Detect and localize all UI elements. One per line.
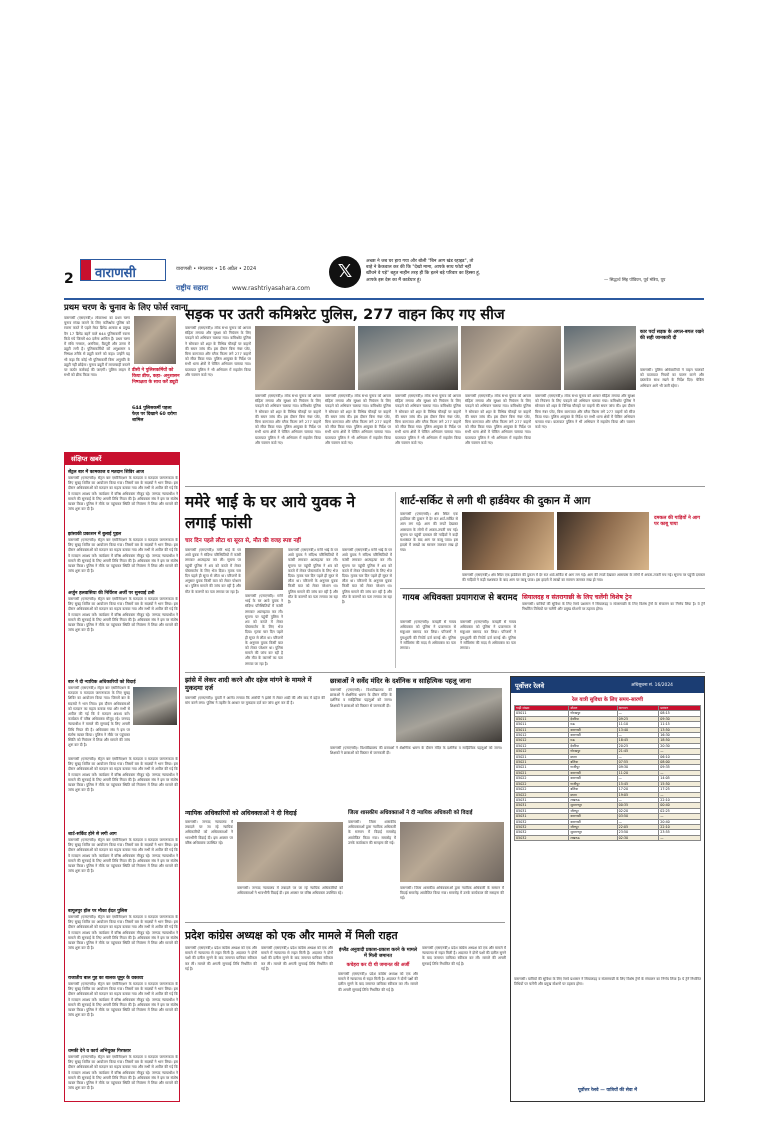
brief-box — [64, 452, 180, 1102]
table-cell: 02:25 — [659, 808, 701, 813]
table-cell: जौनपुर — [569, 808, 617, 813]
cheating-body: वाराणसी (एसएनबी)। युवती ने आरोप लगाया कि आरोपी ने झांसे में लेकर शादी की और बाद में दहेज की मांग करने लगा। पुलिस ने तहरीर के आधार पर मुकदमा दर्ज कर जांच शुरू कर दी है। — [185, 696, 325, 706]
students-headline: छात्राओं ने सर्वेद मंदिर के दर्शनिक व साहित्यिक पहलू जाना — [330, 677, 471, 685]
edition-banner — [80, 259, 166, 281]
table-cell: 05012 — [515, 743, 569, 748]
table-cell: — — [617, 711, 659, 716]
section-rule — [185, 672, 705, 673]
table-cell: वाराणसी — [569, 733, 617, 738]
column-divider — [395, 492, 396, 668]
railway-body: वाराणसी। यात्रियों की सुविधा के लिए रेलवे प्रशासन ने सियालदह व संतरागाछी के लिए विशेष ट्रेनों के संचालन का निर्णय लिया है। ये ट्रेनें निर्धारित तिथियों पर चलेंगी और प्रमुख स्टेशनों पर ठहराव होगा। — [522, 602, 705, 612]
quote-attribution: — सिद्धार्थ सिंह पॉडियन, पूर्व मंत्रिय, यूप — [604, 277, 666, 282]
fire-photo-2 — [557, 512, 649, 570]
table-cell: 05022 — [515, 781, 569, 786]
section-rule — [400, 588, 705, 589]
brief-item-body: वाराणसी (एसएनबी)। सेंट्रल बार एसोसिएशन के मतदाता व मतदाता जागरूकता के लिए सुबह शिविर का आयोजन किया गया। जिसमें बार के सदस्यों ने भाग लिया। इस दौरान अधिवक्ताओं को मतदान का महत्व बताया गया और सभी से अपील की गई कि वे मतदान अवश्य करें। कार्यक्रम में वरिष्ठ अधिवक्ता मौजूद रहे। जनपद न्यायाधीश ने मामले की सुनवाई के लिए अगली तिथि नियत की है। अधिवक्ता संघ ने इस पर संतोष व्यक्त किया। पुलिस ने मौके पर पहुंचकर स्थिति को नियंत्रण में लिया और मामले की जांच शुरू कर दी है। — [68, 1055, 178, 1091]
advocate-body: वाराणसी (एसएनबी)। कचहरी से गायब अधिवक्ता को पुलिस ने प्रयागराज से सकुशल बरामद कर लिया। परिजनों ने गुमशुदगी की रिपोर्ट दर्ज कराई थी। पुलिस ने सर्विलांस की मदद से अधिवक्ता का पता लगाया। — [460, 620, 516, 651]
dateline: वाराणसी • मंगलवार • 16 अप्रैल • 2024 — [176, 266, 257, 272]
table-cell: 17:25 — [659, 787, 701, 792]
congress-body: वाराणसी (एसएनबी)। प्रदेश कांग्रेस अध्यक्ष को एक और मामले में न्यायालय से राहत मिली है। अदालत ने दोनों पक्षों की दलील सुनने के बाद जमानत याचिका स्वीकार कर ली। मामले की अगली सुनवाई तिथि निर्धारित की गई है। — [261, 946, 333, 971]
ad-header — [511, 677, 704, 693]
table-cell: 05012 — [515, 749, 569, 754]
table-cell: 05031 — [515, 814, 569, 819]
table-cell: बलिया — [569, 787, 617, 792]
table-cell: 00:35 — [617, 803, 659, 808]
advocate-headline: गायब अधिवक्ता प्रयागराज से बरामद — [402, 593, 518, 603]
ad-footer: पूर्वोत्तर रेलवे — यात्रियों की सेवा में — [578, 1088, 637, 1093]
victim-photo — [245, 548, 283, 590]
table-cell: 13:40 — [617, 727, 659, 732]
brief-item-title: सेंट्रल बार में कामकाज व मतदान शिविर आज — [68, 470, 144, 475]
table-cell: गाजीपुर — [569, 781, 617, 786]
table-cell: 05011 — [515, 711, 569, 716]
table-cell: बलिया — [569, 760, 617, 765]
ad-title: रेल यात्री सुविधा के लिए समय-सारणी — [571, 697, 644, 703]
lead-photo-2 — [358, 326, 458, 390]
congress-headline: प्रदेश कांग्रेस अध्यक्ष को एक और मामले में मिली राहत — [185, 929, 398, 942]
column-header: प्रस्थान — [659, 706, 701, 711]
suicide-headline: ममेरे भाई के घर आये युवक ने लगाई फांसी — [185, 493, 356, 532]
table-cell: — — [659, 814, 701, 819]
column-header: गाड़ी संख्या — [515, 706, 569, 711]
students-photo — [396, 688, 502, 742]
lead-photo-4 — [564, 326, 636, 390]
judicial-farewell-body: वाराणसी। जनपद न्यायालय में तबादले पर जा रहे न्यायिक अधिकारियों को अधिवक्ताओं ने भावभीनी विदाई दी। इस अवसर पर वरिष्ठ अधिवक्ता उपस्थित रहे। — [185, 820, 233, 845]
brief-item-body: वाराणसी (एसएनबी)। सेंट्रल बार एसोसिएशन के मतदाता व मतदाता जागरूकता के लिए सुबह शिविर का आयोजन किया गया। जिसमें बार के सदस्यों ने भाग लिया। इस दौरान अधिवक्ताओं को मतदान का महत्व बताया गया और सभी से अपील की गई कि वे मतदान अवश्य करें। कार्यक्रम में वरिष्ठ अधिवक्ता मौजूद रहे। जनपद न्यायाधीश ने मामले की सुनवाई के लिए अगली तिथि नियत की है। अधिवक्ता संघ ने इस पर संतोष व्यक्त किया। पुलिस ने मौके पर पहुंचकर स्थिति को नियंत्रण में लिया और मामले की जांच शुरू कर दी है। — [68, 538, 178, 574]
table-cell: 05031 — [515, 808, 569, 813]
district-farewell-body: वाराणसी। जिला शासकीय अधिवक्ताओं द्वारा न्यायिक अधिकारी के सम्मान में विदाई समारोह आयोजित किया गया। समारोह में उनके कार्यकाल की सराहना की गई। — [400, 886, 504, 901]
table-cell: सुल्तानपुर — [569, 803, 617, 808]
table-cell: गाजीपुर — [569, 765, 617, 770]
brief-item-title: बागूलपुर हॉल पर मौका ईदत पुलिस — [68, 909, 128, 914]
fire-body: वाराणसी (एसएनबी)। क्षेत्र स्थित एक हार्डवेयर की दुकान में देर रात शार्ट-सर्किट से आग लग गई। आग की लपटें देखकर आसपास के लोगों में अफरा-तफरी मच गई। सूचना पर पहुंची दमकल की गाड़ियों ने कड़ी मशक्कत के बाद आग पर काबू पाया। इस हादसे में लाखों का सामान जलकर राख हो गया। — [462, 573, 705, 583]
suicide-body: वाराणसी (एसएनबी)। ममेरे भाई के घर आये युवक ने संदिग्ध परिस्थितियों में फांसी लगाकर आत्महत्या कर ली। सूचना पर पहुंची पुलिस ने शव को कब्जे में लेकर पोस्टमार्टम के लिए भेज दिया। मृतक चार दिन पहले ही सूरत से लौटा था। परिजनों के अनुसार युवक किसी बात को लेकर परेशान था। पुलिस मामले की जांच कर रही है और मौत के कारणों का पता लगाया जा रहा है। — [185, 548, 241, 594]
students-body: वाराणसी (एसएनबी)। विश्वविद्यालय की छात्राओं ने शैक्षणिक भ्रमण के दौरान मंदिर के दर्शनिक व साहित्यिक पहलुओं को जाना। शिक्षकों ने छात्राओं को विस्तार से जानकारी दी। — [330, 746, 502, 756]
table-cell: 14:05 — [659, 776, 701, 781]
table-cell: — — [659, 835, 701, 840]
ad-org: पूर्वोत्तर रेलवे — [515, 682, 545, 690]
table-cell: लखनऊ — [569, 797, 617, 802]
table-cell: छपरा — [569, 754, 617, 759]
website: www.rashtriyasahara.com — [232, 285, 311, 292]
table-cell: 13:50 — [659, 727, 701, 732]
table-cell: — — [659, 792, 701, 797]
congress-body: वाराणसी (एसएनबी)। प्रदेश कांग्रेस अध्यक्ष को एक और मामले में न्यायालय से राहत मिली है। अदालत ने दोनों पक्षों की दलील सुनने के बाद जमानत याचिका स्वीकार कर ली। मामले की अगली सुनवाई तिथि निर्धारित की गई है। — [185, 946, 257, 971]
quote-line: बाहे ने कैकवाल कर की कि "देखो मामा, आपके साथ फोटो नहीं — [366, 265, 471, 271]
table-cell: छपरा — [569, 792, 617, 797]
table-cell: वाराणसी — [569, 814, 617, 819]
table-cell: — — [659, 749, 701, 754]
quote-line: अच्छा ने जब घर हाय गया और बोली "बिन आग खंड रहाइड", तो — [366, 259, 474, 264]
table-cell: 05022 — [515, 776, 569, 781]
table-cell: — — [617, 797, 659, 802]
table-cell: 05012 — [515, 733, 569, 738]
table-cell: 23:55 — [659, 830, 701, 835]
brief-item-title: धमकी देने व कार्य अभियुक्त गिरफ्तार — [68, 1049, 131, 1054]
table-cell: 09:30 — [659, 716, 701, 721]
table-cell: 05032 — [515, 830, 569, 835]
table-cell: 22:10 — [659, 797, 701, 802]
lead-photo-1 — [255, 326, 355, 390]
table-cell: — — [617, 819, 659, 824]
table-cell: 19:05 — [617, 792, 659, 797]
brief-item-body: वाराणसी (एसएनबी)। सेंट्रल बार एसोसिएशन के मतदाता व मतदाता जागरूकता के लिए सुबह शिविर का आयोजन किया गया। जिसमें बार के सदस्यों ने भाग लिया। इस दौरान अधिवक्ताओं को मतदान का महत्व बताया गया और सभी से अपील की गई कि वे मतदान अवश्य करें। कार्यक्रम में वरिष्ठ अधिवक्ता मौजूद रहे। जनपद न्यायाधीश ने मामले की सुनवाई के लिए अगली तिथि नियत की है। अधिवक्ता संघ ने इस पर संतोष व्यक्त किया। पुलिस ने मौके पर पहुंचकर स्थिति को नियंत्रण में लिया और मामले की जांच शुरू कर दी है। — [68, 982, 178, 1018]
brief-item-title: राजातीय बाल गुह का बालक घूमुर के वक्तव्य — [68, 976, 144, 981]
fire-headline: शार्ट-सर्किट से लगी थी हार्डवेयर की दुकान में आग — [400, 495, 591, 507]
brief-item-body: वाराणसी (एसएनबी)। सेंट्रल बार एसोसिएशन के मतदाता व मतदाता जागरूकता के लिए सुबह शिविर का आयोजन किया गया। जिसमें बार के सदस्यों ने भाग लिया। इस दौरान अधिवक्ताओं को मतदान का महत्व बताया गया और सभी से अपील की गई कि वे मतदान अवश्य करें। कार्यक्रम में वरिष्ठ अधिवक्ता मौजूद रहे। जनपद न्यायाधीश ने मामले की सुनवाई के लिए अगली तिथि नियत की है। अधिवक्ता संघ ने इस पर संतोष व्यक्त किया। पुलिस ने मौके पर पहुंचकर स्थिति को नियंत्रण में लिया और मामले की जांच शुरू कर दी है। — [68, 476, 178, 512]
table-cell: 16:30 — [659, 733, 701, 738]
district-farewell-body: वाराणसी। जिला शासकीय अधिवक्ताओं द्वारा न्यायिक अधिकारी के सम्मान में विदाई समारोह आयोजित किया गया। समारोह में उनके कार्यकाल की सराहना की गई। — [348, 820, 396, 845]
table-cell: 06:10 — [659, 754, 701, 759]
story-phase-one — [64, 302, 188, 447]
x-logo-icon: 𝕏 — [329, 256, 361, 288]
table-cell: वाराणसी — [569, 770, 617, 775]
edition-name: वाराणसी — [95, 266, 136, 281]
judicial-farewell-photo — [237, 822, 343, 882]
ad-ref: अधिसूचना सं. 16/2024 — [631, 683, 673, 688]
table-cell: 11:15 — [659, 722, 701, 727]
table-cell: 22:05 — [617, 824, 659, 829]
brief-item-title: अर्जुन हलवासिया की निर्विरज अर्जी पर सुनवाई टली — [68, 591, 155, 596]
masthead — [64, 257, 704, 297]
table-cell: 05032 — [515, 824, 569, 829]
table-cell: 03:50 — [617, 814, 659, 819]
table-cell: 08:15 — [659, 711, 701, 716]
brief-item-body: वाराणसी (एसएनबी)। सेंट्रल बार एसोसिएशन के मतदाता व मतदाता जागरूकता के लिए सुबह शिविर का आयोजन किया गया। जिसमें बार के सदस्यों ने भाग लिया। इस दौरान अधिवक्ताओं को मतदान का महत्व बताया गया और सभी से अपील की गई कि वे मतदान अवश्य करें। कार्यक्रम में वरिष्ठ अधिवक्ता मौजूद रहे। जनपद न्यायाधीश ने मामले की सुनवाई के लिए अगली तिथि नियत की है। अधिवक्ता संघ ने इस पर संतोष व्यक्त किया। पुलिस ने मौके पर पहुंचकर स्थिति को नियंत्रण में लिया और मामले की जांच शुरू कर दी है। — [68, 915, 178, 951]
judicial-farewell-body: वाराणसी। जनपद न्यायालय में तबादले पर जा रहे न्यायिक अधिकारियों को अधिवक्ताओं ने भावभीनी विदाई दी। इस अवसर पर वरिष्ठ अधिवक्ता उपस्थित रहे। — [237, 886, 343, 896]
brief-box-header: संक्षिप्त खबरें — [65, 453, 179, 465]
table-cell: 05032 — [515, 819, 569, 824]
table-cell: जौनपुर — [569, 824, 617, 829]
brief-item-title: झांसाकी प्रकाशन में बुलाई पुहल — [68, 532, 122, 537]
table-cell: मऊ — [569, 722, 617, 727]
table-cell: 20:40 — [659, 819, 701, 824]
table-cell: 05031 — [515, 803, 569, 808]
body-text: वाराणसी (एसएनबी)। लोकसभा का प्रथम चरण चुनाव संपन्न कराने के लिए कमिश्नरेट पुलिस को रवाना करते में पहले मेरठ ब्रिगेड अलावा 6 प्रमुख वैन 17 ब्रिगेड बहनें वाले 644 पुलिसकर्मी रवाना किये गये जिसमें 60 दरोगा शामिल हैं। प्रथम चरण में संधि नगराल, अनचित्रा, बैंदपुरी और उत्तरा में ड्यूटी लगी है। पुलिसकर्मियों को अनुशासन व निष्पक्ष तरीके से ड्यूटी करने को कहा। उन्होंने यह भी कहा कि कोई भी पुलिसकर्मी बिना अनुमति के ड्यूटी नहीं छोड़ेगा। चुनाव ड्यूटी में लापरवाही बरतने पर कठोर कार्रवाई की जाएगी। पुलिस लाइन में सभी को ब्रीफ किया गया। — [64, 316, 130, 378]
headline: प्रथम चरण के चुनाव के लिए फोर्स रवाना — [64, 302, 188, 312]
table-cell: 05021 — [515, 765, 569, 770]
table-cell: सुल्तानपुर — [569, 830, 617, 835]
lead-body: वाराणसी (एसएनबी)। लोक सभा चुनाव को आचार संहिता लगाया और सुरक्षा को नियंत्रण के लिए पकड़ने को अभियान चलाया गया। कमिश्नरेट पुलिस ने सोमवार को शहर के विभिन्न चौराहों पर वाहनों की सघन जांच की। इस दौरान बिना नंबर प्लेट, बिना कागजात और ब्लैक फिल्म लगे 277 वाहनों को सीज किया गया। पुलिस आयुक्त के निर्देश पर सभी थाना क्षेत्रों में चेकिंग अभियान चलाया गया। यातायात पुलिस ने भी अभियान में सहयोग किया और चालान काटे गए। — [185, 326, 251, 377]
timetable — [514, 705, 701, 841]
congress-subhead: कचेहरा कर दी थी जमानत की अर्जी — [346, 963, 410, 968]
judicial-farewell-headline: न्यायिक अधिकारियों को अधिवक्ताओं ने दी विदाई — [185, 810, 297, 817]
column-header: स्टेशन — [569, 706, 617, 711]
table-cell: — — [617, 776, 659, 781]
table-cell: वाराणसी — [569, 819, 617, 824]
lead-side-caption: कार पर्दा सड़क के अगल-बगल रखने की सही जानकारी दी — [640, 330, 704, 342]
table-cell: 22:10 — [659, 824, 701, 829]
table-cell: 18:45 — [617, 738, 659, 743]
suicide-body: वाराणसी (एसएनबी)। ममेरे भाई के घर आये युवक ने संदिग्ध परिस्थितियों में फांसी लगाकर आत्महत्या कर ली। सूचना पर पहुंची पुलिस ने शव को कब्जे में लेकर पोस्टमार्टम के लिए भेज दिया। मृतक चार दिन पहले ही सूरत से लौटा था। परिजनों के अनुसार युवक किसी बात को लेकर परेशान था। पुलिस मामले की जांच कर रही है और मौत के कारणों का पता लगाया जा रहा है। — [342, 548, 392, 605]
brief-item-body: वाराणसी (एसएनबी)। सेंट्रल बार एसोसिएशन के मतदाता व मतदाता जागरूकता के लिए सुबह शिविर का आयोजन किया गया। जिसमें बार के सदस्यों ने भाग लिया। इस दौरान अधिवक्ताओं को मतदान का महत्व बताया गया और सभी से अपील की गई कि वे मतदान अवश्य करें। कार्यक्रम में वरिष्ठ अधिवक्ता मौजूद रहे। जनपद न्यायाधीश ने मामले की सुनवाई के लिए अगली तिथि नियत की है। अधिवक्ता संघ ने इस पर संतोष व्यक्त किया। पुलिस ने मौके पर पहुंचकर स्थिति को नियंत्रण में लिया और मामले की जांच शुरू कर दी है। — [68, 597, 178, 633]
subhead: डीसी ने पुलिसकर्मियों को किया ब्रीफ, कहा- अनुशासन निष्पक्षता के साथ करें ड्यूटी — [132, 368, 180, 385]
table-cell: 15:45 — [617, 781, 659, 786]
table-cell: 11:10 — [617, 722, 659, 727]
table-cell: गोरखपुर — [569, 749, 617, 754]
congress-body: वाराणसी (एसएनबी)। प्रदेश कांग्रेस अध्यक्ष को एक और मामले में न्यायालय से राहत मिली है। अदालत ने दोनों पक्षों की दलील सुनने के बाद जमानत याचिका स्वीकार कर ली। मामले की अगली सुनवाई तिथि निर्धारित की गई है। — [338, 972, 418, 992]
table-cell: देवरिया — [569, 743, 617, 748]
table-cell: 05021 — [515, 754, 569, 759]
table-cell: 09:30 — [617, 765, 659, 770]
table-cell: 07:55 — [617, 760, 659, 765]
table-cell: 05011 — [515, 722, 569, 727]
brief-item-body: वाराणसी (एसएनबी)। सेंट्रल बार एसोसिएशन के मतदाता व मतदाता जागरूकता के लिए सुबह शिविर का आयोजन किया गया। जिसमें बार के सदस्यों ने भाग लिया। इस दौरान अधिवक्ताओं को मतदान का महत्व बताया गया और सभी से अपील की गई कि वे मतदान अवश्य करें। कार्यक्रम में वरिष्ठ अधिवक्ता मौजूद रहे। जनपद न्यायाधीश ने मामले की सुनवाई के लिए अगली तिथि नियत की है। अधिवक्ता संघ ने इस पर संतोष व्यक्त किया। पुलिस ने मौके पर पहुंचकर स्थिति को नियंत्रण में लिया और मामले की जांच शुरू कर दी है। — [68, 838, 178, 874]
table-cell: देवरिया — [569, 716, 617, 721]
table-cell: 20:25 — [617, 743, 659, 748]
table-cell: 18:50 — [659, 738, 701, 743]
timetable-table — [514, 705, 701, 841]
table-cell: वाराणसी — [569, 776, 617, 781]
table-cell: वाराणसी — [569, 727, 617, 732]
section-rule — [185, 486, 705, 487]
table-cell: — — [659, 770, 701, 775]
table-cell: 00:40 — [659, 803, 701, 808]
table-cell: 05032 — [515, 835, 569, 840]
fire-body: वाराणसी (एसएनबी)। क्षेत्र स्थित एक हार्डवेयर की दुकान में देर रात शार्ट-सर्किट से आग लग गई। आग की लपटें देखकर आसपास के लोगों में अफरा-तफरी मच गई। सूचना पर पहुंची दमकल की गाड़ियों ने कड़ी मशक्कत के बाद आग पर काबू पाया। इस हादसे में लाखों का सामान जलकर राख हो गया। — [400, 512, 458, 553]
suicide-body: वाराणसी (एसएनबी)। ममेरे भाई के घर आये युवक ने संदिग्ध परिस्थितियों में फांसी लगाकर आत्महत्या कर ली। सूचना पर पहुंची पुलिस ने शव को कब्जे में लेकर पोस्टमार्टम के लिए भेज दिया। मृतक चार दिन पहले ही सूरत से लौटा था। परिजनों के अनुसार युवक किसी बात को लेकर परेशान था। पुलिस मामले की जांच कर रही है और मौत के कारणों का पता लगाया जा रहा है। — [288, 548, 338, 605]
table-cell: 15:50 — [659, 781, 701, 786]
brief-item-title: बार ने दी न्यायिक अधिकारियों को विदाई — [68, 680, 136, 685]
ad-notes: वाराणसी। यात्रियों की सुविधा के लिए रेलवे प्रशासन ने सियालदह व संतरागाछी के लिए विशेष ट्रेनों के संचालन का निर्णय लिया है। ये ट्रेनें निर्धारित तिथियों पर चलेंगी और प्रमुख स्टेशनों पर ठहराव होगा। — [514, 977, 701, 987]
table-row — [515, 835, 701, 840]
cheating-headline: झांसे में लेकर शादी करने और दहेज मांगने के मामले में मुकदमा दर्ज — [185, 676, 312, 692]
quote-line: आपके इस देस का मैं कार्डधार हूं। — [366, 277, 422, 283]
lead-side-body: वाराणसी। पुलिस अधिकारियों ने वाहन चालकों को यातायात नियमों का पालन करने और दस्तावेज साथ रखने के निर्देश दिए। चेकिंग अभियान आगे भी जारी रहेगा। — [640, 368, 704, 388]
table-cell: — — [617, 733, 659, 738]
lead-body: वाराणसी (एसएनबी)। लोक सभा चुनाव को आचार संहिता लगाया और सुरक्षा को नियंत्रण के लिए पकड़ने को अभियान चलाया गया। कमिश्नरेट पुलिस ने सोमवार को शहर के विभिन्न चौराहों पर वाहनों की सघन जांच की। इस दौरान बिना नंबर प्लेट, बिना कागजात और ब्लैक फिल्म लगे 277 वाहनों को सीज किया गया। पुलिस आयुक्त के निर्देश पर सभी थाना क्षेत्रों में चेकिंग अभियान चलाया गया। यातायात पुलिस ने भी अभियान में सहयोग किया और चालान काटे गए। — [325, 394, 391, 445]
quote-line: खींचने वे पड़े" बहुत नाहीन तरह ही कि इतने बड़े परिवार का हिस्सा हूं, — [366, 271, 481, 277]
suicide-subhead: चार दिन पहले लौटा था सूरत से, मौत की वजह स्पष्ट नहीं — [185, 538, 301, 544]
subhead-2: 644 पुलिसकर्मी पहला फेज़ पर दिखाने 60 दरोगा शामिल — [132, 406, 177, 423]
district-farewell-photo — [400, 822, 504, 882]
table-cell: 05021 — [515, 770, 569, 775]
table-cell: 05021 — [515, 760, 569, 765]
lead-body: वाराणसी (एसएनबी)। लोक सभा चुनाव को आचार संहिता लगाया और सुरक्षा को नियंत्रण के लिए पकड़ने को अभियान चलाया गया। कमिश्नरेट पुलिस ने सोमवार को शहर के विभिन्न चौराहों पर वाहनों की सघन जांच की। इस दौरान बिना नंबर प्लेट, बिना कागजात और ब्लैक फिल्म लगे 277 वाहनों को सीज किया गया। पुलिस आयुक्त के निर्देश पर सभी थाना क्षेत्रों में चेकिंग अभियान चलाया गया। यातायात पुलिस ने भी अभियान में सहयोग किया और चालान काटे गए। — [465, 394, 531, 445]
suicide-body: वाराणसी (एसएनबी)। ममेरे भाई के घर आये युवक ने संदिग्ध परिस्थितियों में फांसी लगाकर आत्महत्या कर ली। सूचना पर पहुंची पुलिस ने शव को कब्जे में लेकर पोस्टमार्टम के लिए भेज दिया। मृतक चार दिन पहले ही सूरत से लौटा था। परिजनों के अनुसार युवक किसी बात को लेकर परेशान था। पुलिस मामले की जांच कर रही है और मौत के कारणों का पता लगाया जा रहा है। — [245, 594, 283, 666]
congress-subhead: इंग्लैंड अनुवादी प्रकाश-प्रकाश करने के मामले में मिली जमानत — [339, 948, 417, 960]
table-cell: 05022 — [515, 792, 569, 797]
district-farewell-headline: जिला शासकीय अधिवक्ताओं ने दी न्यायिक अधिकारी को विदाई — [348, 810, 473, 816]
table-cell: 21:45 — [617, 749, 659, 754]
table-cell: 05011 — [515, 727, 569, 732]
page-number: 2 — [64, 271, 74, 287]
lead-photo-3 — [461, 326, 561, 390]
advocate-body: वाराणसी (एसएनबी)। कचहरी से गायब अधिवक्ता को पुलिस ने प्रयागराज से सकुशल बरामद कर लिया। परिजनों ने गुमशुदगी की रिपोर्ट दर्ज कराई थी। पुलिस ने सर्विलांस की मदद से अधिवक्ता का पता लगाया। — [400, 620, 456, 651]
students-body: वाराणसी (एसएनबी)। विश्वविद्यालय की छात्राओं ने शैक्षणिक भ्रमण के दौरान मंदिर के दर्शनिक व साहित्यिक पहलुओं को जाना। शिक्षकों ने छात्राओं को विस्तार से जानकारी दी। — [330, 688, 392, 708]
table-cell: 17:20 — [617, 787, 659, 792]
fire-photo-1 — [462, 512, 554, 570]
table-cell: 20:30 — [659, 743, 701, 748]
lead-body: वाराणसी (एसएनबी)। लोक सभा चुनाव को आचार संहिता लगाया और सुरक्षा को नियंत्रण के लिए पकड़ने को अभियान चलाया गया। कमिश्नरेट पुलिस ने सोमवार को शहर के विभिन्न चौराहों पर वाहनों की सघन जांच की। इस दौरान बिना नंबर प्लेट, बिना कागजात और ब्लैक फिल्म लगे 277 वाहनों को सीज किया गया। पुलिस आयुक्त के निर्देश पर सभी थाना क्षेत्रों में चेकिंग अभियान चलाया गया। यातायात पुलिस ने भी अभियान में सहयोग किया और चालान काटे गए। — [255, 394, 321, 445]
section-rule — [185, 922, 505, 923]
congress-body: वाराणसी (एसएनबी)। प्रदेश कांग्रेस अध्यक्ष को एक और मामले में न्यायालय से राहत मिली है। अदालत ने दोनों पक्षों की दलील सुनने के बाद जमानत याचिका स्वीकार कर ली। मामले की अगली सुनवाई तिथि निर्धारित की गई है। — [422, 946, 506, 966]
brief-item-title: शार्ट-सर्किट होने से लगी आग — [68, 832, 117, 837]
table-cell: 05031 — [515, 797, 569, 802]
table-cell: गोरखपुर — [569, 711, 617, 716]
fire-caption: दमकल की गाड़ियों ने आग पर काबू पाया — [654, 516, 701, 528]
table-cell: 02:20 — [617, 808, 659, 813]
table-cell: 09:25 — [617, 716, 659, 721]
table-cell: 05011 — [515, 716, 569, 721]
railway-ad — [510, 676, 705, 1102]
brief-item-body: वाराणसी (एसएनबी)। सेंट्रल बार एसोसिएशन के मतदाता व मतदाता जागरूकता के लिए सुबह शिविर का आयोजन किया गया। जिसमें बार के सदस्यों ने भाग लिया। इस दौरान अधिवक्ताओं को मतदान का महत्व बताया गया और सभी से अपील की गई कि वे मतदान अवश्य करें। कार्यक्रम में वरिष्ठ अधिवक्ता मौजूद रहे। जनपद न्यायाधीश ने मामले की सुनवाई के लिए अगली तिथि नियत की है। अधिवक्ता संघ ने इस पर संतोष व्यक्त किया। पुलिस ने मौके पर पहुंचकर स्थिति को नियंत्रण में लिया और मामले की जांच शुरू कर दी है। — [68, 686, 130, 748]
table-cell: 05022 — [515, 787, 569, 792]
railway-headline: सियालदह व संतरागाछी के लिए चलेंगी विशेष ट्रेन — [522, 594, 632, 601]
table-cell: 08:00 — [659, 760, 701, 765]
lead-body: वाराणसी (एसएनबी)। लोक सभा चुनाव को आचार संहिता लगाया और सुरक्षा को नियंत्रण के लिए पकड़ने को अभियान चलाया गया। कमिश्नरेट पुलिस ने सोमवार को शहर के विभिन्न चौराहों पर वाहनों की सघन जांच की। इस दौरान बिना नंबर प्लेट, बिना कागजात और ब्लैक फिल्म लगे 277 वाहनों को सीज किया गया। पुलिस आयुक्त के निर्देश पर सभी थाना क्षेत्रों में चेकिंग अभियान चलाया गया। यातायात पुलिस ने भी अभियान में सहयोग किया और चालान काटे गए। — [535, 394, 635, 430]
lead-body: वाराणसी (एसएनबी)। लोक सभा चुनाव को आचार संहिता लगाया और सुरक्षा को नियंत्रण के लिए पकड़ने को अभियान चलाया गया। कमिश्नरेट पुलिस ने सोमवार को शहर के विभिन्न चौराहों पर वाहनों की सघन जांच की। इस दौरान बिना नंबर प्लेट, बिना कागजात और ब्लैक फिल्म लगे 277 वाहनों को सीज किया गया। पुलिस आयुक्त के निर्देश पर सभी थाना क्षेत्रों में चेकिंग अभियान चलाया गया। यातायात पुलिस ने भी अभियान में सहयोग किया और चालान काटे गए। — [395, 394, 461, 445]
table-cell: — — [617, 754, 659, 759]
farewell-photo — [133, 687, 177, 725]
table-cell: 02:30 — [617, 835, 659, 840]
officer-photo — [134, 316, 176, 364]
brief-item-body: वाराणसी (एसएनबी)। सेंट्रल बार एसोसिएशन के मतदाता व मतदाता जागरूकता के लिए सुबह शिविर का आयोजन किया गया। जिसमें बार के सदस्यों ने भाग लिया। इस दौरान अधिवक्ताओं को मतदान का महत्व बताया गया और सभी से अपील की गई कि वे मतदान अवश्य करें। कार्यक्रम में वरिष्ठ अधिवक्ता मौजूद रहे। जनपद न्यायाधीश ने मामले की सुनवाई के लिए अगली तिथि नियत की है। अधिवक्ता संघ ने इस पर संतोष व्यक्त किया। पुलिस ने मौके पर पहुंचकर स्थिति को नियंत्रण में लिया और मामले की जांच शुरू कर दी है। — [68, 757, 178, 793]
table-cell: 05012 — [515, 738, 569, 743]
table-cell: 09:35 — [659, 765, 701, 770]
brand-logo: राष्ट्रीय सहारा — [176, 284, 209, 292]
table-cell: 11:20 — [617, 770, 659, 775]
column-header: आगमन — [617, 706, 659, 711]
lead-headline: सड़क पर उतरी कमिश्नरेट पुलिस, 277 वाहन किए गए सीज — [185, 307, 505, 323]
table-cell: 23:50 — [617, 830, 659, 835]
masthead-rule — [64, 298, 704, 300]
table-cell: मऊ — [569, 738, 617, 743]
table-cell: लखनऊ — [569, 835, 617, 840]
